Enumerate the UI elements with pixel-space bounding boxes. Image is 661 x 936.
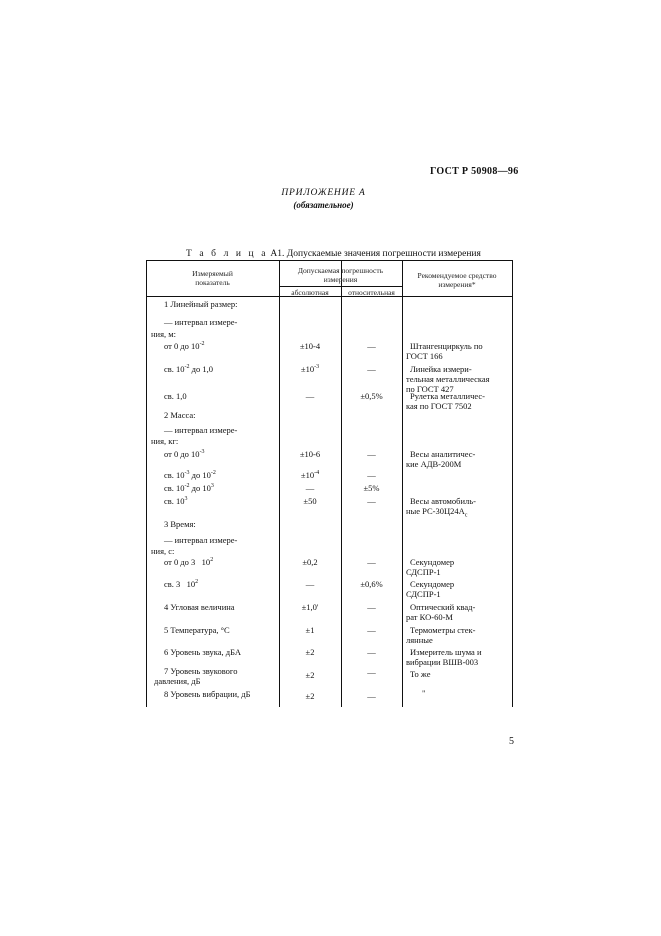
row-mass-4-relative: —: [367, 496, 376, 506]
row-linear-3-absolute: —: [305, 391, 315, 401]
row-mass-3-relative: ±5%: [363, 483, 380, 493]
row-linear-2-absolute: $\pm 10^{-3}$: [300, 364, 320, 374]
row-linear-range-3: св. 1,0: [164, 391, 187, 401]
row-vibration-tool: ": [422, 688, 426, 698]
header-tool: [402, 271, 512, 289]
row-sound-level: 6 Уровень звука, дБА: [164, 647, 242, 657]
header-error-line2: измерения: [323, 275, 358, 284]
row-time-1-relative: —: [367, 557, 376, 567]
row-mass-2-absolute: $\pm 10^{-4}$: [300, 470, 320, 480]
row-vibration: 8 Уровень вибрации, дБ: [164, 689, 251, 699]
row-time-2-relative: ±0,6%: [360, 579, 383, 589]
row-linear-interval: — интервал измере-: [164, 317, 238, 327]
row-angle-relative: —: [367, 602, 376, 612]
row-time-range-2: св. 3 $10^2$: [164, 579, 199, 589]
caption-text: А1. Допускаемые значения погрешности измерения: [270, 249, 481, 259]
row-linear-range-2: св. $10^{-2}$ до 1,0: [164, 364, 213, 374]
document-code: ГОСТ Р 50908—96: [430, 166, 519, 177]
header-indicator: [146, 269, 279, 287]
row-mass-3-absolute: —: [305, 483, 315, 493]
row-angle-absolute: ±1,0': [301, 602, 319, 612]
header-absolute: абсолютная: [291, 288, 329, 297]
row-temperature: 5 Температура, °С: [164, 625, 230, 635]
row-linear-2-tool: Линейка измери- тельная металлическая по ГОСТ 427: [406, 364, 490, 394]
header-error-line1: Допускаемая погрешность: [297, 266, 384, 275]
header-indicator-line1: Измеряемый: [192, 269, 233, 278]
row-mass-range-3: св. $10^{-2}$ до $10^3$: [164, 483, 214, 493]
row-linear-unit: ния, м:: [151, 329, 176, 339]
error-table: [146, 260, 513, 707]
header-error-group: [279, 266, 402, 284]
row-time: 3 Время:: [164, 519, 196, 529]
row-mass-range-4: св. $10^3$: [164, 496, 188, 506]
row-sound-pressure: 7 Уровень звукового давления, дБ: [154, 666, 238, 686]
row-linear-3-tool: Рулетка металличес- кая по ГОСТ 7502: [406, 391, 485, 411]
row-sound-pressure-relative: —: [367, 667, 376, 677]
row-sound-level-tool: Измеритель шума и вибрации ВШВ-003: [406, 647, 482, 667]
row-vibration-relative: —: [367, 691, 376, 701]
table-border-right: [512, 261, 513, 707]
row-mass-1-tool: Весы аналитичес- кие АДВ-200М: [406, 449, 476, 469]
table-border-left: [146, 261, 147, 707]
row-vibration-absolute: ±2: [305, 691, 315, 701]
row-angle: 4 Угловая величина: [164, 602, 235, 612]
caption-label: Т а б л и ц а: [186, 249, 269, 259]
row-time-2-absolute: —: [305, 579, 315, 589]
row-temperature-tool: Термометры стек- лянные: [406, 625, 476, 645]
row-mass-range-2: св. $10^{-3}$ до $10^{-2}$: [164, 470, 216, 480]
row-time-range-1: от 0 до 3 $10^2$: [164, 557, 214, 567]
row-time-interval: — интервал измере-: [164, 535, 238, 545]
row-sound-pressure-tool: То же: [410, 669, 431, 679]
row-mass: 2 Масса:: [164, 410, 196, 420]
row-temperature-absolute: ±1: [305, 625, 315, 635]
row-mass-1-relative: —: [367, 449, 376, 459]
row-mass-4-absolute: ±50: [303, 496, 317, 506]
header-relative: относительная: [348, 288, 395, 297]
row-mass-2-relative: —: [367, 470, 376, 480]
header-tool-line2: измерения*: [438, 280, 476, 289]
row-time-unit: ния, с:: [151, 546, 175, 556]
row-mass-unit: ния, кг:: [151, 436, 179, 446]
page-number: 5: [509, 736, 514, 747]
row-mass-interval: — интервал измере-: [164, 425, 238, 435]
row-sound-pressure-absolute: ±2: [305, 670, 315, 680]
row-temperature-relative: —: [367, 625, 376, 635]
row-linear-3-relative: ±0,5%: [360, 391, 383, 401]
row-mass-range-1: от 0 до $10^{-3}$: [164, 449, 205, 459]
row-angle-tool: Оптический квад- рат КО-60-М: [406, 602, 476, 622]
table-caption: [186, 249, 481, 259]
header-indicator-line2: показатель: [195, 278, 230, 287]
row-linear-size: 1 Линейный размер:: [164, 299, 238, 309]
row-linear-1-tool: Штангенциркуль по ГОСТ 166: [406, 341, 483, 361]
appendix-title: ПРИЛОЖЕНИЕ А: [281, 188, 366, 198]
header-subdivider: [279, 286, 402, 287]
row-linear-1-absolute: ±10-4: [299, 341, 321, 351]
row-linear-range-1: от 0 до $10^{-2}$: [164, 341, 205, 351]
row-sound-level-relative: —: [367, 647, 376, 657]
row-sound-level-absolute: ±2: [305, 647, 315, 657]
header-tool-line1: Рекомендуемое средство: [417, 271, 497, 280]
row-mass-4-tool: Весы автомобиль- ные $РС-30Ц24А_с$: [406, 496, 476, 519]
row-mass-1-absolute: ±10-6: [299, 449, 321, 459]
column-divider-3: [402, 261, 403, 707]
row-time-2-tool: Секундомер СДСПР-1: [406, 579, 455, 599]
appendix-note: (обязательное): [293, 200, 354, 210]
row-time-1-tool: Секундомер СДСПР-1: [406, 557, 455, 577]
row-time-1-absolute: ±0,2: [302, 557, 318, 567]
row-linear-2-relative: —: [367, 364, 376, 374]
row-linear-1-relative: —: [367, 341, 376, 351]
